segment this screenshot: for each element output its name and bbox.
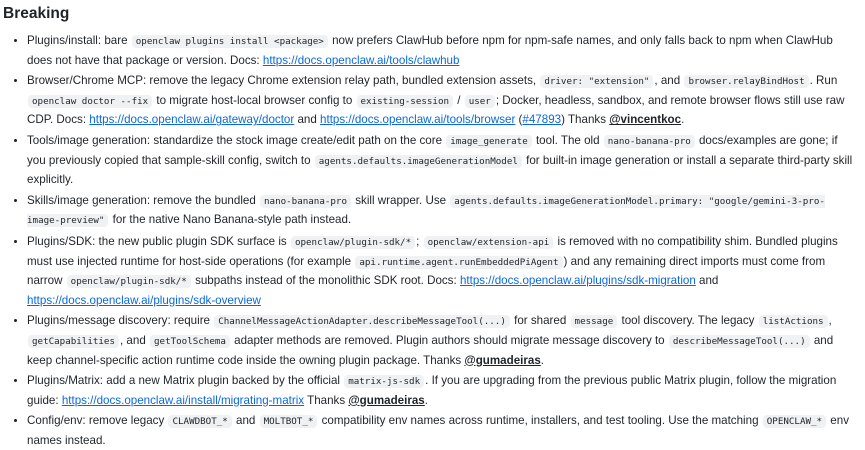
text-segment: Skills/image generation: remove the bundled [27, 193, 260, 207]
inline-code: getCapabilities [28, 335, 119, 348]
text-segment: ( [515, 113, 523, 127]
text-segment: adapter methods are removed. Plugin authors should migrate message discovery to [230, 333, 668, 347]
text-segment: Browser/Chrome MCP: remove the legacy Chrome extension relay path, bundled extension assets, [27, 74, 540, 88]
text-segment: subpaths instead of the monolithic SDK root. Docs: [191, 274, 460, 288]
text-segment: ; Docker, headless, sandbox, and remote browser flows still use raw CDP. Docs: [27, 93, 845, 127]
doc-link[interactable]: https://docs.openclaw.ai/gateway/doctor [89, 113, 295, 127]
text-segment: Config/env: remove legacy [27, 414, 168, 428]
inline-code: agents.defaults.imageGenerationModel [315, 155, 522, 168]
text-segment: and [232, 414, 259, 428]
inline-code: CLAWDBOT_* [168, 415, 231, 428]
text-segment: Tools/image generation: standardize the stock image create/edit path on the core [27, 133, 446, 147]
inline-code: listActions [759, 315, 828, 328]
doc-link[interactable]: #47893 [522, 113, 562, 127]
inline-code: MOLTBOT_* [260, 415, 318, 428]
text-segment: env names instead. [27, 414, 849, 447]
inline-code: openclaw/plugin-sdk/* [291, 236, 415, 249]
text-segment: / [454, 93, 464, 107]
user-mention-link[interactable]: @vincentkoc [609, 113, 682, 127]
text-segment: and keep channel-specific action runtime code inside the owning plugin package. Thanks [27, 333, 834, 367]
text-segment: ; [416, 234, 423, 248]
text-segment: Plugins/SDK: the new public plugin SDK surface is [27, 234, 290, 248]
inline-code: agents.defaults.imageGenerationModel.primary: "google/gemini-3-pro-image-preview" [27, 195, 825, 227]
list-item-plugins-message-discovery [27, 312, 855, 370]
text-segment: ) and any remaining direct imports must come from narrow [27, 254, 826, 288]
text-segment: Plugins/message discovery: require [27, 314, 214, 328]
inline-code: user [465, 95, 495, 108]
inline-code: ChannelMessageActionAdapter.describeMessageTool(...) [214, 315, 510, 328]
inline-code: openclaw/plugin-sdk/* [67, 275, 191, 288]
text-segment: , and [654, 74, 684, 88]
doc-link[interactable]: https://docs.openclaw.ai/tools/clawhub [262, 53, 460, 67]
text-segment: to migrate host-local browser config to [153, 93, 356, 107]
user-mention-link[interactable]: @gumadeiras [464, 353, 541, 367]
list-item-config-env [27, 412, 855, 450]
inline-code: OPENCLAW_* [763, 415, 826, 428]
list-item-tools-image-generation [27, 132, 855, 190]
inline-code: matrix-js-sdk [344, 375, 424, 388]
text-segment: . Run [809, 74, 838, 88]
list-item-plugins-sdk [27, 233, 855, 310]
section-heading: Breaking [3, 5, 70, 22]
text-segment: . [540, 353, 545, 367]
list-item-plugins-install [27, 32, 855, 70]
inline-code: openclaw plugins install <package> [132, 35, 328, 48]
inline-code: driver: "extension" [540, 75, 653, 88]
text-segment: tool. The old [532, 133, 603, 147]
text-segment: tool discovery. The legacy [618, 314, 758, 328]
doc-link[interactable]: https://docs.openclaw.ai/plugins/sdk-migration [459, 274, 696, 288]
inline-code: browser.relayBindHost [684, 75, 808, 88]
text-segment: for shared [510, 314, 570, 328]
inline-code: existing-session [357, 95, 454, 108]
text-segment: Plugins/Matrix: add a new Matrix plugin backed by the official [27, 374, 344, 388]
list-item-skills-image-generation [27, 192, 855, 231]
text-segment: . [681, 113, 685, 127]
inline-code: nano-banana-pro [604, 135, 695, 148]
inline-code: describeMessageTool(...) [669, 335, 810, 348]
text-segment: . [424, 393, 428, 407]
user-mention-link[interactable]: @gumadeiras [348, 393, 425, 407]
text-segment: and [294, 113, 321, 127]
text-segment: , [828, 314, 832, 328]
text-segment: compatibility env names across runtime, installers, and test tooling. Use the matching [318, 414, 762, 428]
text-segment: . If you are upgrading from the previous public Matrix plugin, follow the migration guide: [27, 374, 837, 407]
text-segment: now prefers ClawHub before npm for npm-safe names, and only falls back to npm when ClawHub does not have that package or version. Docs: [27, 34, 833, 67]
text-segment: and [695, 274, 719, 288]
text-segment: docs/examples are gone; if you previously copied that sample-skill config, switch to [27, 133, 838, 167]
text-segment: Thanks [304, 393, 349, 407]
inline-code: image_generate [446, 135, 531, 148]
text-segment: skill wrapper. Use [352, 193, 450, 207]
text-segment: ) Thanks [561, 113, 610, 127]
text-segment: Plugins/install: bare [27, 34, 131, 47]
list-item-plugins-matrix [27, 372, 855, 410]
text-segment: for the native Nano Banana-style path instead. [109, 213, 352, 227]
inline-code: message [571, 315, 618, 328]
inline-code: openclaw/extension-api [424, 236, 554, 249]
text-segment: for built-in image generation or install a separate third-party skill explicitly. [27, 153, 853, 187]
doc-link[interactable]: https://docs.openclaw.ai/tools/browser [320, 113, 516, 127]
inline-code: api.runtime.agent.runEmbeddedPiAgent [355, 256, 562, 269]
text-segment: , and [119, 333, 149, 347]
inline-code: openclaw doctor --fix [28, 95, 152, 108]
breaking-changes-list [3, 32, 855, 450]
inline-code: getToolSchema [150, 335, 230, 348]
text-segment: is removed with no compatibility shim. Bundled plugins must use injected runtime for host-side operations (for example [27, 234, 838, 268]
list-item-browser-chrome-mcp [27, 72, 855, 130]
doc-link[interactable]: https://docs.openclaw.ai/plugins/sdk-overview [27, 293, 261, 307]
inline-code: nano-banana-pro [260, 195, 351, 208]
doc-link[interactable]: https://docs.openclaw.ai/install/migrating-matrix [61, 393, 305, 407]
